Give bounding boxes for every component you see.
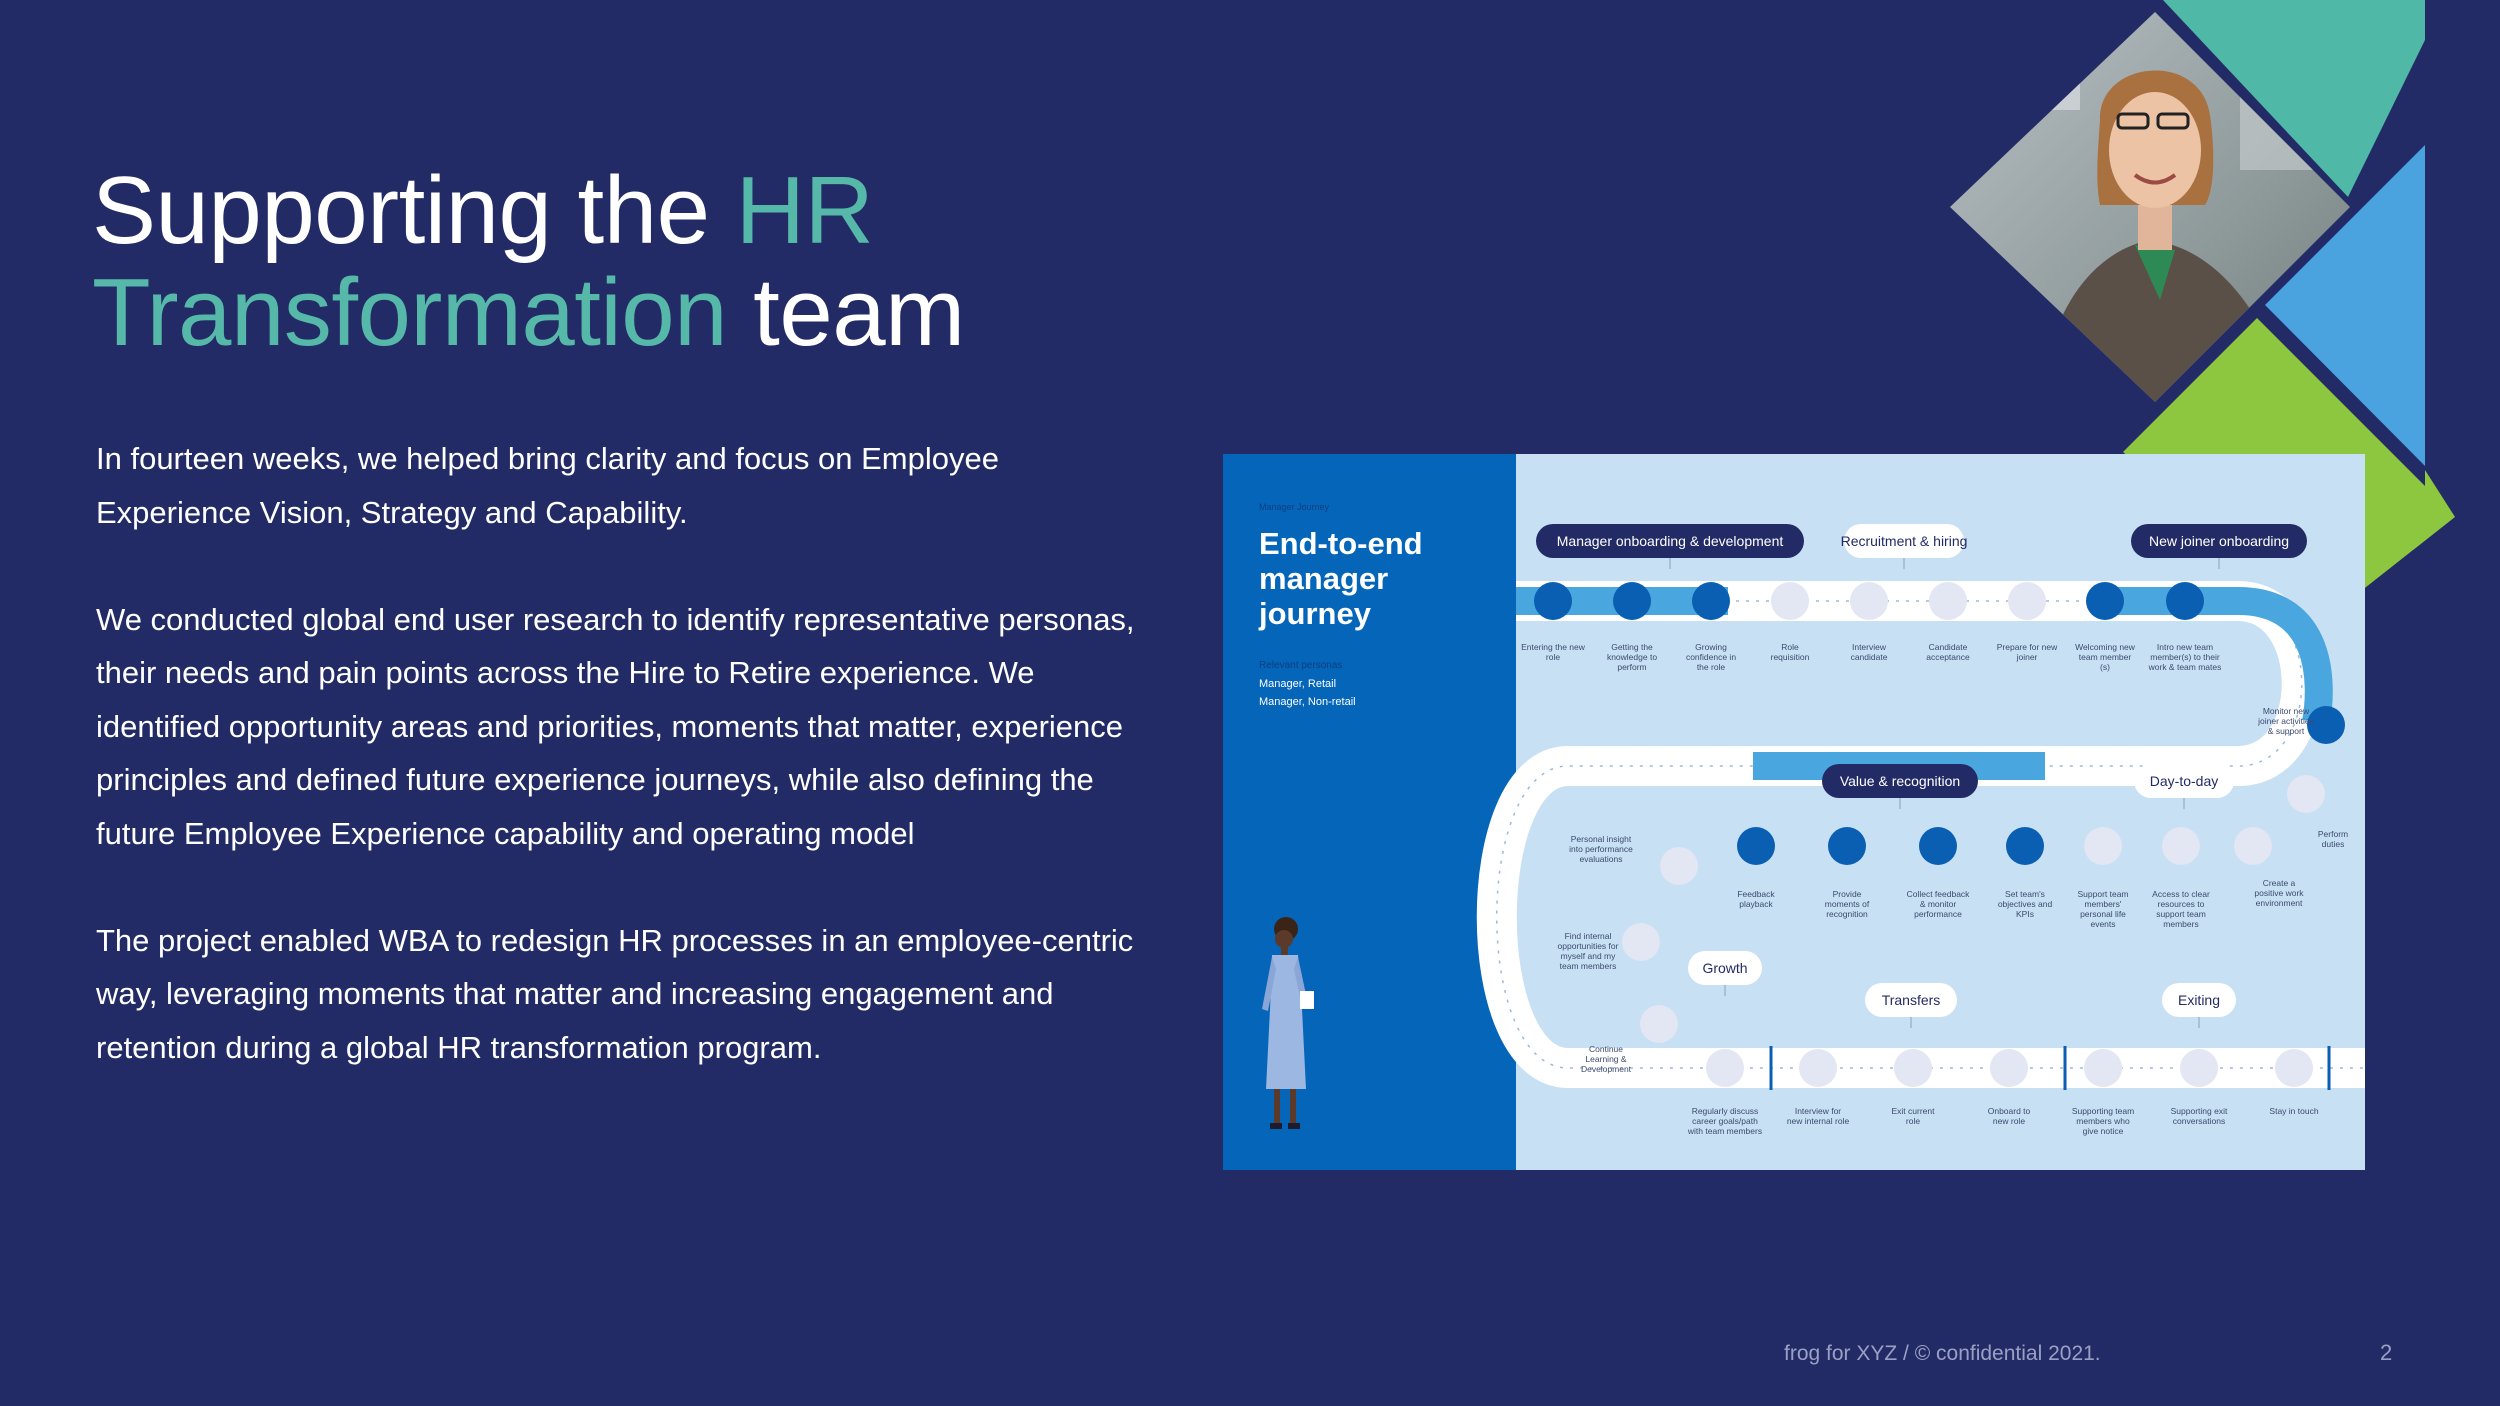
step-label-line: opportunities for	[1557, 941, 1619, 951]
journey-step-dot	[1706, 1049, 1744, 1087]
step-label-line: myself and my	[1560, 951, 1616, 961]
step-label	[1926, 642, 1970, 662]
journey-step-dot	[2084, 1049, 2122, 1087]
step-label	[2171, 1106, 2228, 1126]
page-number: 2	[2380, 1340, 2393, 1365]
persona-item: Manager, Retail	[1259, 678, 1337, 690]
step-label	[2148, 642, 2222, 672]
step-label-line: Regularly discuss	[1691, 1106, 1759, 1116]
paragraph-research: We conducted global end user research to identify representative personas, their needs and pain points across the Hire to Retire experience. We identified opportunity areas and priorities, moments that matter, experience principles and defined future experience journeys, while also defining the future Employee Experience capability and operating model	[96, 601, 1135, 851]
journey-step-dot	[1737, 827, 1775, 865]
step-label-line: moments of	[1824, 899, 1870, 909]
step-label-line: Learning &	[1585, 1054, 1627, 1064]
journey-step-dot	[1613, 582, 1651, 620]
step-label	[2077, 889, 2128, 929]
step-label-line: the role	[1696, 662, 1726, 672]
step-label-line: conversations	[2172, 1116, 2226, 1126]
step-label-line: Perform	[2317, 829, 2349, 839]
step-label-line: Entering the new	[1521, 642, 1585, 652]
step-label	[1998, 889, 2053, 919]
step-label-line: confidence in	[1685, 652, 1737, 662]
step-label-line: personal life	[2080, 909, 2126, 919]
step-label	[1892, 1106, 1936, 1126]
phase-label: Manager onboarding & development	[1556, 533, 1784, 549]
step-label	[2075, 642, 2136, 672]
step-label-line: environment	[2255, 898, 2303, 908]
step-label-line: Candidate	[1928, 642, 1968, 652]
phase-label: Growth	[1702, 960, 1748, 976]
footer-text: frog for XYZ / © confidential 2021.	[1784, 1342, 2101, 1365]
journey-step-dot	[2162, 827, 2200, 865]
journey-step-dot	[1929, 582, 1967, 620]
step-label-line: Intro new team	[2156, 642, 2214, 652]
journey-step-dot	[1799, 1049, 1837, 1087]
journey-step-dot	[2086, 582, 2124, 620]
step-label	[2152, 889, 2210, 929]
step-label-line: Support team	[2077, 889, 2129, 899]
step-label-line: into performance	[1569, 844, 1633, 854]
step-label	[1737, 889, 1775, 909]
journey-step-dot	[2006, 827, 2044, 865]
step-label	[1686, 642, 1736, 672]
step-label	[2254, 878, 2304, 908]
step-label	[1558, 931, 1619, 971]
title-part-2: team	[727, 259, 965, 366]
step-label-line: Getting the	[1611, 642, 1653, 652]
phase-label: Value & recognition	[1839, 773, 1961, 789]
step-label-line: with team members	[1687, 1126, 1763, 1136]
step-label-line: playback	[1739, 899, 1773, 909]
step-label-line: Set team's	[2005, 889, 2045, 899]
title-accent-hr: HR	[735, 157, 874, 264]
phase-label: Exiting	[2177, 992, 2221, 1008]
journey-step-dot	[2234, 827, 2272, 865]
journey-map-image	[1223, 454, 2365, 1170]
step-label-line: give notice	[2082, 1126, 2124, 1136]
journey-step-dot	[2166, 582, 2204, 620]
step-label-line: Feedback	[1737, 889, 1775, 899]
step-label-line: recognition	[1826, 909, 1868, 919]
journey-step-dot	[1640, 1005, 1678, 1043]
body-text	[96, 432, 1136, 1128]
phase-label: New joiner onboarding	[2148, 533, 2290, 549]
step-label-line: role	[1905, 1116, 1921, 1126]
step-label-line: & monitor	[1919, 899, 1957, 909]
title-accent-transformation: Transformation	[92, 259, 727, 366]
phase-label: Day-to-day	[2149, 773, 2219, 789]
persona-item: Manager, Non-retail	[1259, 696, 1356, 708]
step-label-line: members	[2163, 919, 2199, 929]
step-label-line: Supporting exit	[2170, 1106, 2228, 1116]
step-label-line: Monitor new	[2262, 706, 2310, 716]
step-label-line: Stay in touch	[2269, 1106, 2319, 1116]
step-label-line: Exit current	[1891, 1106, 1935, 1116]
step-label-line: performance	[1914, 909, 1962, 919]
step-label	[1687, 1106, 1762, 1136]
step-label-line: Continue	[1588, 1044, 1624, 1054]
journey-step-dot	[2008, 582, 2046, 620]
journey-title-line: journey	[1259, 596, 1371, 631]
step-label	[1825, 889, 1870, 919]
step-label-line: Interview for	[1794, 1106, 1842, 1116]
step-label	[1851, 642, 1888, 662]
journey-title-line: End-to-end	[1259, 526, 1423, 561]
journey-step-dot	[1990, 1049, 2028, 1087]
step-label-line: Personal insight	[1570, 834, 1632, 844]
journey-step-dot	[1850, 582, 1888, 620]
step-label-line: joiner	[2016, 652, 2038, 662]
step-label-line: Collect feedback	[1906, 889, 1970, 899]
step-label-line: work & team mates	[2148, 662, 2222, 672]
divider-tick	[2328, 1046, 2331, 1090]
step-label-line: positive work	[2254, 888, 2304, 898]
step-label-line: members'	[2084, 899, 2122, 909]
step-label-line: Welcoming new	[2075, 642, 2135, 652]
step-label-line: new internal role	[1786, 1116, 1850, 1126]
step-label-line: objectives and	[1997, 899, 2053, 909]
journey-step-dot	[1771, 582, 1809, 620]
journey-step-dot	[2180, 1049, 2218, 1087]
step-label	[1988, 1106, 2031, 1126]
step-label	[1771, 642, 1810, 662]
step-label	[1607, 642, 1657, 672]
journey-title-line: manager	[1259, 561, 1389, 596]
step-label-line: Access to clear	[2152, 889, 2210, 899]
title-part-1: Supporting the	[92, 157, 736, 264]
step-label-line: resources to	[2157, 899, 2205, 909]
step-label-line: member(s) to their	[2150, 652, 2220, 662]
step-label-line: new role	[1992, 1116, 2026, 1126]
step-label-line: team member	[2078, 652, 2132, 662]
paragraph-outcome: The project enabled WBA to redesign HR processes in an employee-centric way, leveraging moments that matter and increasing engagement and retention during a global HR transformation program.	[96, 922, 1134, 1065]
step-label-line: career goals/path	[1692, 1116, 1758, 1126]
step-label-line: evaluations	[1579, 854, 1623, 864]
journey-step-dot	[2287, 775, 2325, 813]
step-label-line: (s)	[2100, 662, 2110, 672]
step-label	[1907, 889, 1971, 919]
journey-step-dot	[1919, 827, 1957, 865]
step-label-line: role	[1545, 652, 1561, 662]
journey-path	[1223, 454, 2365, 1170]
journey-step-dot	[2084, 827, 2122, 865]
journey-step-dot	[2275, 1049, 2313, 1087]
step-label-line: Role	[1781, 642, 1799, 652]
journey-small-label: Manager Journey	[1259, 502, 1330, 512]
journey-step-dot	[1692, 582, 1730, 620]
step-label-line: Supporting team	[2071, 1106, 2135, 1116]
step-label-line: Interview	[1851, 642, 1887, 652]
journey-step-dot	[1894, 1049, 1932, 1087]
page-title	[92, 157, 965, 366]
step-label-line: events	[2090, 919, 2116, 929]
paragraph-intro: In fourteen weeks, we helped bring clarity and focus on Employee Experience Vision, Strategy and Capability.	[96, 441, 999, 530]
step-label-line: Onboard to	[1987, 1106, 2031, 1116]
step-label-line: candidate	[1850, 652, 1888, 662]
step-label-line: perform	[1617, 662, 1647, 672]
step-label-line: support team	[2156, 909, 2206, 919]
step-label-line: KPIs	[2016, 909, 2034, 919]
step-label	[2318, 829, 2348, 849]
journey-step-dot	[1534, 582, 1572, 620]
step-label-line: requisition	[1770, 652, 1810, 662]
journey-step-dot	[1660, 847, 1698, 885]
step-label-line: & support	[2267, 726, 2305, 736]
divider-tick	[2064, 1046, 2067, 1090]
step-label-line: acceptance	[1926, 652, 1970, 662]
step-label	[1997, 642, 2058, 662]
personas-label: Relevant personas	[1259, 660, 1343, 671]
step-label-line: Development	[1580, 1064, 1632, 1074]
step-label-line: Growing	[1695, 642, 1727, 652]
step-label-line: Find internal	[1564, 931, 1612, 941]
step-label	[2072, 1106, 2134, 1136]
divider-tick	[1770, 1046, 1773, 1090]
step-label-line: team members	[1559, 961, 1617, 971]
phase-label: Transfers	[1881, 992, 1941, 1008]
step-label-line: knowledge to	[1606, 652, 1658, 662]
journey-step-dot	[1828, 827, 1866, 865]
step-label	[1787, 1106, 1850, 1126]
phase-label: Recruitment & hiring	[1840, 533, 1968, 549]
step-label-line: Provide	[1832, 889, 1862, 899]
journey-step-dot	[1622, 923, 1660, 961]
step-label-line: duties	[2321, 839, 2345, 849]
step-label-line: joiner activities	[2258, 716, 2314, 726]
step-label	[1521, 642, 1586, 662]
step-label	[1569, 834, 1633, 864]
step-label-line: members who	[2076, 1116, 2130, 1126]
step-label-line: Create a	[2262, 878, 2296, 888]
step-label	[2269, 1106, 2318, 1116]
step-label-line: Prepare for new	[1996, 642, 2058, 652]
